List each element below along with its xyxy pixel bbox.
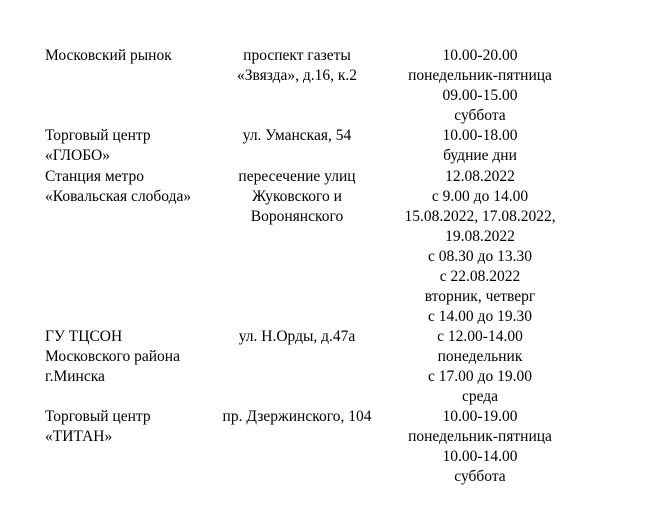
location-name: Торговый центр «ТИТАН» xyxy=(45,408,151,445)
location-schedule: 10.00-18.00 будние дни xyxy=(442,127,518,164)
location-address: ул. Уманская, 54 xyxy=(242,127,352,144)
location-address: пр. Дзержинского, 104 xyxy=(222,408,372,425)
location-schedule: 12.08.2022 с 9.00 до 14.00 15.08.2022, 17.08.2022, 19.08.2022 с 08.30 до 13.30 с 22.08.2022 вторник, четверг с 14.00 до 19.30 xyxy=(404,168,556,325)
table-row xyxy=(45,327,635,407)
location-name: Станция метро «Ковальская слобода» xyxy=(45,168,192,205)
location-address: пересечение улиц Жуковского и Воронянского xyxy=(238,168,356,225)
location-name: ГУ ТЦСОН Московского района г.Минска xyxy=(45,328,180,385)
location-name: Московский рынок xyxy=(45,47,172,64)
location-address: проспект газеты «Звязда», д.16, к.2 xyxy=(236,47,358,84)
location-schedule: с 12.00-14.00 понедельник с 17.00 до 19.00 среда xyxy=(428,328,532,405)
schedule-table xyxy=(45,46,635,487)
location-name: Торговый центр «ГЛОБО» xyxy=(45,127,151,164)
location-schedule: 10.00-20.00 понедельник-пятница 09.00-15.00 суббота xyxy=(408,47,552,124)
table-row xyxy=(45,407,635,487)
location-address: ул. Н.Орды, д.47а xyxy=(238,328,356,345)
table-row xyxy=(45,46,635,126)
table-row xyxy=(45,126,635,167)
table-row xyxy=(45,167,635,327)
location-schedule: 10.00-19.00 понедельник-пятница 10.00-14.00 суббота xyxy=(408,408,552,485)
